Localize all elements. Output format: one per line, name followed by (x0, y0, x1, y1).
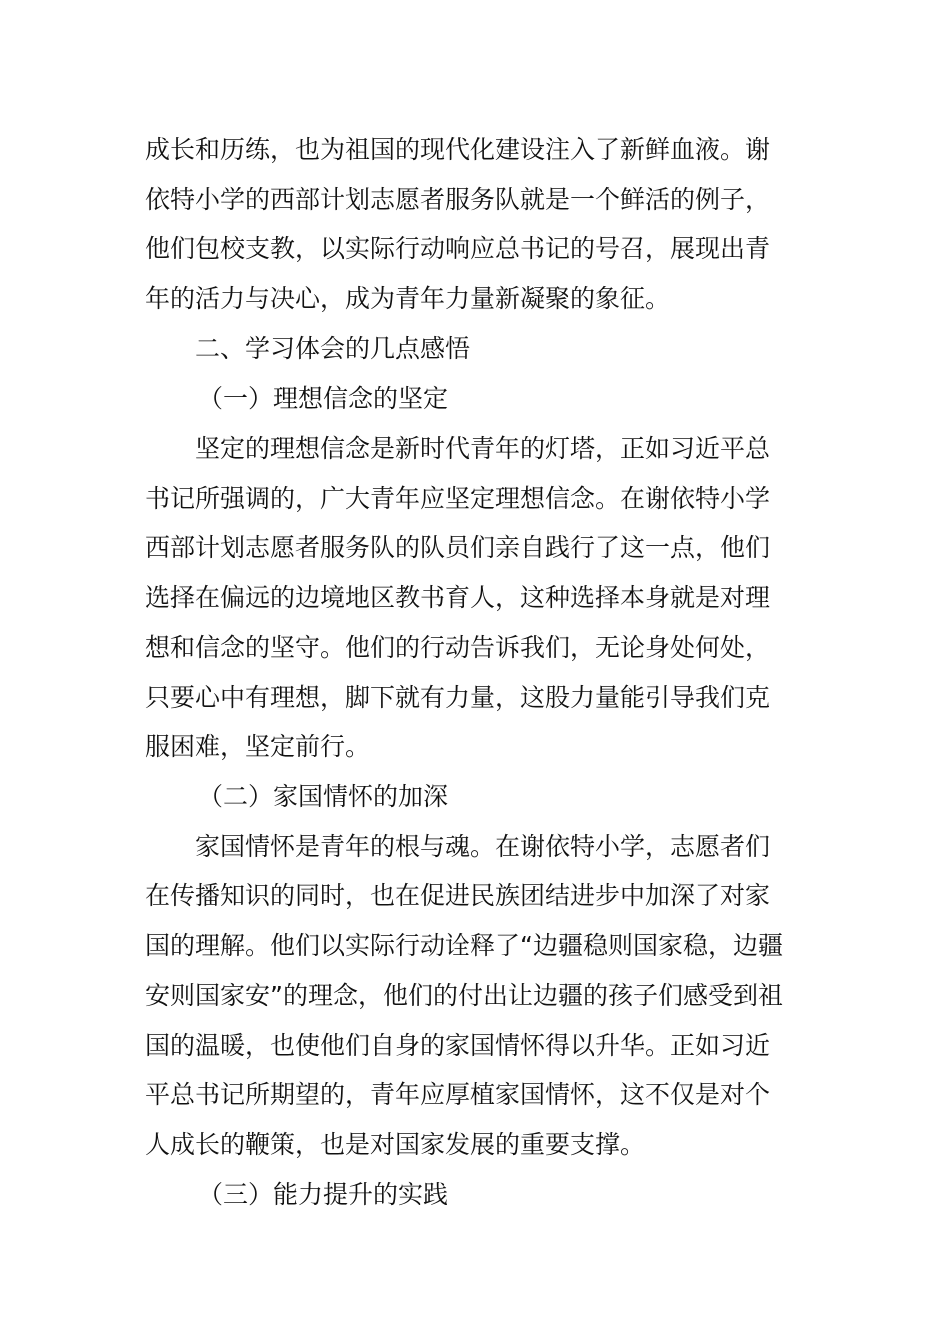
text-line-11: 想和信念的坚守。他们的行动告诉我们，无论身处何处， (145, 633, 771, 662)
text-line-9: 西部计划志愿者服务队的队员们亲自践行了这一点，他们 (145, 533, 771, 562)
subsection-heading-3: （三）能力提升的实践 (198, 1180, 449, 1209)
text-line-19: 国的温暖，也使他们自身的家国情怀得以升华。正如习近 (145, 1031, 771, 1060)
text-line-20: 平总书记所期望的，青年应厚植家国情怀，这不仅是对个 (145, 1080, 771, 1109)
text-line-8: 书记所强调的，广大青年应坚定理想信念。在谢依特小学 (145, 484, 771, 513)
text-line-18: 安则国家安”的理念，他们的付出让边疆的孩子们感受到祖 (145, 981, 783, 1010)
text-line-2: 依特小学的西部计划志愿者服务队就是一个鲜活的例子， (145, 185, 771, 214)
text-line-1: 成长和历练，也为祖国的现代化建设注入了新鲜血液。谢 (145, 135, 771, 164)
text-line-4: 年的活力与决心，成为青年力量新凝聚的象征。 (145, 284, 671, 313)
section-heading-2: 二、学习体会的几点感悟 (195, 334, 471, 363)
text-line-13: 服困难，坚定前行。 (145, 732, 371, 761)
text-line-3: 他们包校支教，以实际行动响应总书记的号召，展现出青 (145, 234, 771, 263)
text-line-17: 国的理解。他们以实际行动诠释了“边疆稳则国家稳，边疆 (145, 931, 783, 960)
subsection-heading-1: （一）理想信念的坚定 (198, 384, 449, 413)
text-line-21: 人成长的鞭策，也是对国家发展的重要支撑。 (145, 1130, 646, 1159)
subsection-heading-2: （二）家国情怀的加深 (198, 782, 449, 811)
text-line-12: 只要心中有理想，脚下就有力量，这股力量能引导我们克 (145, 683, 771, 712)
text-line-15: 家国情怀是青年的根与魂。在谢依特小学，志愿者们 (195, 832, 771, 861)
text-line-10: 选择在偏远的边境地区教书育人，这种选择本身就是对理 (145, 583, 771, 612)
text-line-16: 在传播知识的同时，也在促进民族团结进步中加深了对家 (145, 881, 771, 910)
text-line-7: 坚定的理想信念是新时代青年的灯塔，正如习近平总 (195, 434, 771, 463)
